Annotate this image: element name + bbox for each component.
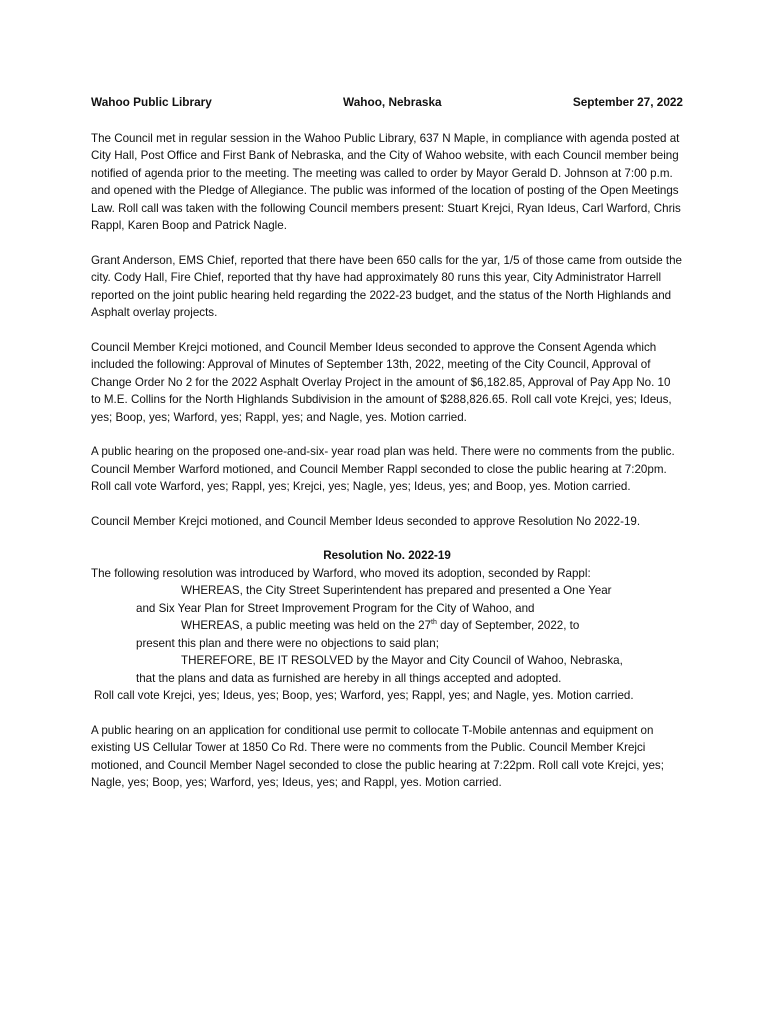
- resolution-whereas-1b: and Six Year Plan for Street Improvement Program for the City of Wahoo, and: [136, 601, 535, 615]
- paragraph-consent-agenda: Council Member Krejci motioned, and Council Member Ideus seconded to approve the Consent Agenda which included the following: Approval of Minutes of September 13th, 2022, meeting of the City Council, Approval of Change Order No 2 for the 2022 Asphalt Overlay Project in the amount of $6,182.85, Approval of Pay App No. 10 to M.E. Collins for the North Highlands Subdivision in the amount of $288,826.65. Roll call vote Krejci, yes; Ideus, yes; Boop, yes; Warford, yes; Rappl, yes; and Nagle, yes. Motion carried.: [91, 340, 672, 424]
- resolution-intro: The following resolution was introduced by Warford, who moved its adoption, seconded by Rappl:: [91, 566, 591, 580]
- resolution-title: Resolution No. 2022-19: [323, 549, 451, 562]
- resolution-block: [91, 547, 683, 705]
- resolution-therefore-b: that the plans and data as furnished are hereby in all things accepted and adopted.: [136, 671, 562, 685]
- whereas-2a-text: WHEREAS, a public meeting was held on the 27: [181, 619, 432, 632]
- whereas-2a-tail: day of September, 2022, to: [436, 619, 580, 632]
- header-location: Wahoo, Nebraska: [343, 95, 442, 109]
- resolution-therefore-a: THEREFORE, BE IT RESOLVED by the Mayor and City Council of Wahoo, Nebraska,: [181, 654, 623, 667]
- paragraph-resolution-motion: Council Member Krejci motioned, and Council Member Ideus seconded to approve Resolution No 2022-19.: [91, 514, 641, 528]
- ordinal-suffix: th: [431, 619, 437, 627]
- resolution-whereas-1a: WHEREAS, the City Street Superintendent has prepared and presented a One Year: [181, 584, 612, 597]
- paragraph-call-to-order: The Council met in regular session in the Wahoo Public Library, 637 N Maple, in compliance with agenda posted at City Hall, Post Office and First Bank of Nebraska, and the City of Wahoo website, with each Council member being notified of agenda prior to the meeting. The meeting was called to order by Mayor Gerald D. Johnson at 7:00 p.m. and opened with the Pledge of Allegiance. The public was informed of the location of posting of the Open Meetings Law. Roll call was taken with the following Council members present: Stuart Krejci, Ryan Ideus, Carl Warford, Chris Rappl, Karen Boop and Patrick Nagle.: [91, 131, 681, 232]
- document-body: [91, 94, 683, 809]
- header-date: September 27, 2022: [572, 95, 683, 109]
- document-header: [91, 94, 683, 112]
- header-library: Wahoo Public Library: [91, 95, 212, 109]
- paragraph-road-plan-hearing: A public hearing on the proposed one-and-six- year road plan was held. There were no comments from the public. Council Member Warford motioned, and Council Member Rappl seconded to close the public hearing at 7:20pm. Roll call vote Warford, yes; Rappl, yes; Krejci, yes; Nagle, yes; Ideus, yes; and Boop, yes. Motion carried.: [91, 445, 675, 493]
- paragraph-cell-tower-hearing: A public hearing on an application for conditional use permit to collocate T-Mobile antennas and equipment on existing US Cellular Tower at 1850 Co Rd. There were no comments from the Public. Council Member Krejci motioned, and Council Member Nagel seconded to close the public hearing at 7:22pm. Roll call vote Krejci, yes; Nagle, yes; Boop, yes; Warford, yes; Ideus, yes; and Rappl, yes. Motion carried.: [91, 723, 664, 789]
- resolution-whereas-2b: present this plan and there were no objections to said plan;: [136, 636, 439, 650]
- resolution-roll-call: Roll call vote Krejci, yes; Ideus, yes; Boop, yes; Warford, yes; Rappl, yes; and Nagle, yes. Motion carried.: [94, 689, 634, 702]
- paragraph-reports: Grant Anderson, EMS Chief, reported that there have been 650 calls for the yar, 1/5 of those came from outside the city. Cody Hall, Fire Chief, reported that thy have had approximately 80 runs this year, City Administrator Harrell reported on the joint public hearing held regarding the 2022-23 budget, and the status of the North Highlands and Asphalt overlay projects.: [91, 253, 682, 319]
- resolution-whereas-2a: [91, 617, 683, 635]
